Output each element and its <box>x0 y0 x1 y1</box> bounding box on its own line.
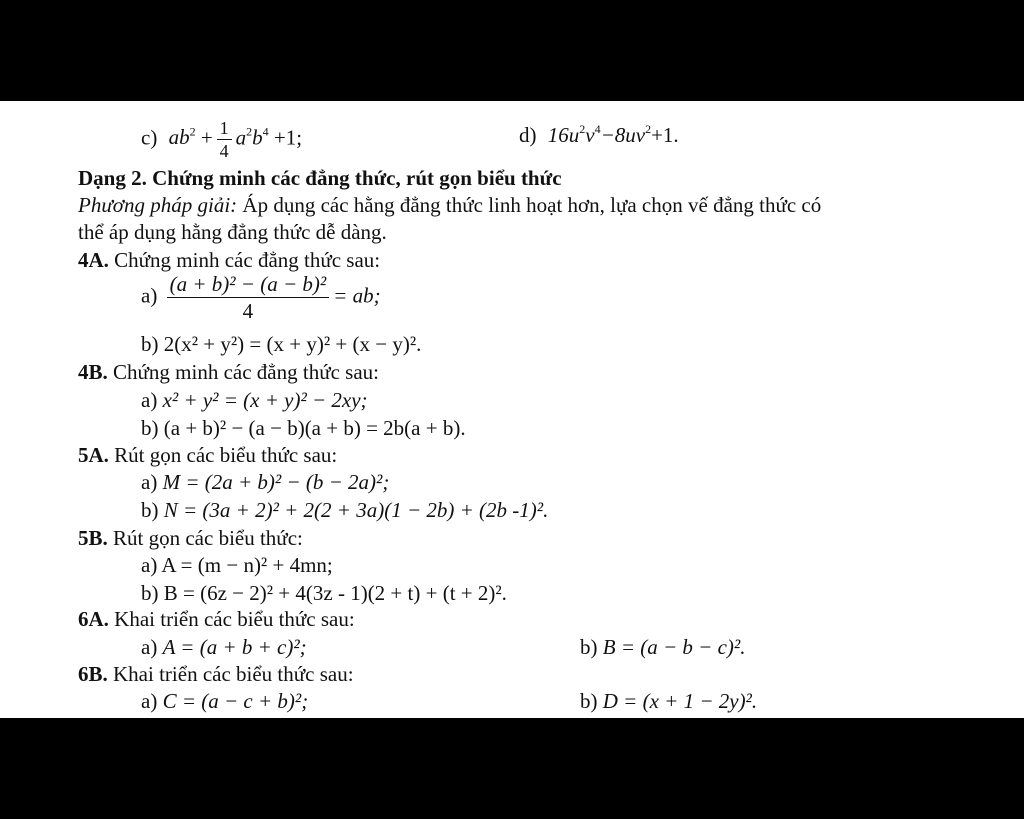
exercise-4b-b-expr: (a + b)² − (a − b)(a + b) = 2b(a + b). <box>163 416 466 440</box>
exercise-4b-a <box>141 388 368 412</box>
row-d-v: v <box>585 123 595 147</box>
section-title: Dạng 2. Chứng minh các đẳng thức, rút gọn biểu thức <box>78 166 562 190</box>
bottom-black-bar <box>0 718 1024 819</box>
exercise-4a <box>78 248 380 272</box>
exercise-5b-b-expr: B = (6z − 2)² + 4(3z - 1)(2 + t) + (t + 2)². <box>163 581 507 605</box>
exercise-4a-number: 4A. <box>78 248 109 272</box>
row-d-label: d) <box>519 123 537 147</box>
exercise-4a-a <box>141 273 381 322</box>
exercise-5b-b <box>141 581 507 605</box>
exercise-4b-a-expr: x² + y² = (x + y)² − 2xy; <box>162 388 368 412</box>
exercise-6b-b-label: b) <box>580 689 598 713</box>
exercise-6a-b <box>580 635 745 659</box>
exercise-6b-text: Khai triển các biểu thức sau: <box>107 662 354 686</box>
exercise-5b-b-label: b) <box>141 581 159 605</box>
exercise-5a <box>78 443 337 467</box>
exercise-5a-a-label: a) <box>141 470 158 494</box>
exercise-5b-a-label: a) <box>141 553 158 577</box>
exercise-6a-a <box>141 635 307 659</box>
exercise-5a-a <box>141 470 389 494</box>
exercise-5b <box>78 526 303 550</box>
top-black-bar <box>0 0 1024 101</box>
exercise-4a-a-num: (a + b)² − (a − b)² <box>167 273 330 298</box>
exercise-6a-a-label: a) <box>141 635 158 659</box>
exercise-4b-text: Chứng minh các đẳng thức sau: <box>107 360 379 384</box>
row-c-frac-den: 4 <box>219 141 229 161</box>
exercise-6b-a-label: a) <box>141 689 158 713</box>
exercise-5b-text: Rút gọn các biểu thức: <box>107 526 303 550</box>
exercise-6a-a-expr: A = (a + b + c)²; <box>162 635 307 659</box>
exercise-4a-a-fraction <box>167 273 330 322</box>
exercise-6b-a-expr: C = (a − c + b)²; <box>162 689 309 713</box>
exercise-4b-a-label: a) <box>141 388 158 412</box>
method-text-1: Áp dụng các hằng đẳng thức linh hoạt hơn, lựa chọn vế đẳng thức có <box>237 193 822 217</box>
exercise-6a-b-expr: B = (a − b − c)². <box>602 635 746 659</box>
exercise-5b-a-expr: A = (m − n)² + 4mn; <box>161 553 333 577</box>
exercise-6a-text: Khai triển các biểu thức sau: <box>108 607 355 631</box>
exercise-4b-b <box>141 416 466 440</box>
exercise-5b-number: 5B. <box>78 526 108 550</box>
exercise-5a-number: 5A. <box>78 443 109 467</box>
exercise-6a-b-label: b) <box>580 635 598 659</box>
row-c-fraction <box>217 119 232 160</box>
row-d-tail: +1. <box>651 123 679 147</box>
row-d-uv: −8uv <box>600 123 646 147</box>
exercise-4a-b <box>141 332 421 356</box>
row-c-frac-num: 1 <box>217 119 232 140</box>
exercise-4b-b-label: b) <box>141 416 159 440</box>
exercise-5a-a-expr: M = (2a + b)² − (b − 2a)²; <box>162 470 390 494</box>
exercise-6b-b <box>580 689 757 713</box>
method-label: Phương pháp giải: <box>78 193 238 217</box>
exercise-4a-a-rhs: = ab; <box>333 283 381 308</box>
row-c-ab: ab <box>168 125 190 150</box>
exercise-5b-a <box>141 553 333 577</box>
exercise-4b-number: 4B. <box>78 360 108 384</box>
exercise-6a-number: 6A. <box>78 607 109 631</box>
method-line-1 <box>78 193 821 217</box>
exercise-4a-a-label: a) <box>141 283 158 308</box>
exercise-5a-b-expr: N = (3a + 2)² + 2(2 + 3a)(1 − 2b) + (2b -1)². <box>163 498 549 522</box>
exercise-4a-text: Chứng minh các đẳng thức sau: <box>108 248 381 272</box>
row-d-expr: 16u <box>547 123 580 147</box>
exercise-5a-text: Rút gọn các biểu thức sau: <box>108 443 338 467</box>
exercise-6b-a <box>141 689 308 713</box>
exercise-5a-b-label: b) <box>141 498 159 522</box>
method-line-2: thể áp dụng hằng đẳng thức dễ dàng. <box>78 220 387 244</box>
row-d: d) $16u^2v^4-8uv^2+1$. <box>519 122 679 147</box>
exercise-4a-b-expr: 2(x² + y²) = (x + y)² + (x − y)². <box>163 332 422 356</box>
exercise-6a <box>78 607 355 631</box>
exercise-4a-a-den: 4 <box>242 299 254 323</box>
row-c-label: c) <box>141 125 158 150</box>
row-c: c) $ab^2$ + $\frac{1}{4}$ $a^2b^4 +1$; <box>141 118 303 161</box>
row-c-tail: +1; <box>273 125 303 150</box>
exercise-6b-b-expr: D = (x + 1 − 2y)². <box>602 689 758 713</box>
exercise-6b-number: 6B. <box>78 662 108 686</box>
document-page <box>0 101 1024 718</box>
exercise-5a-b <box>141 498 548 522</box>
row-c-a: a <box>235 125 247 150</box>
exercise-4b <box>78 360 379 384</box>
exercise-4a-b-label: b) <box>141 332 159 356</box>
exercise-6b <box>78 662 354 686</box>
row-c-b: b <box>252 125 263 150</box>
